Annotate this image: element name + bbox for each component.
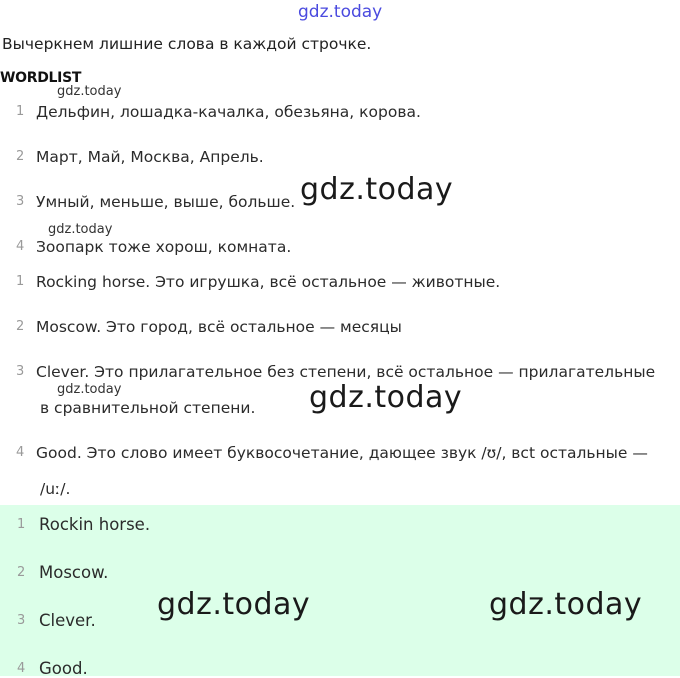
item-number: 2 (16, 319, 25, 334)
watermark: gdz.today (57, 382, 122, 397)
explanation-text: Rocking horse. Это игрушка, всё остальное — животные. (36, 273, 501, 291)
item-number: 2 (16, 149, 25, 164)
answer-text: Clever. (39, 611, 96, 630)
answer-text: Good. (39, 659, 88, 678)
explanation-text: Moscow. Это город, всё остальное — месяцы (36, 318, 402, 336)
item-number: 3 (16, 194, 25, 209)
item-number: 4 (16, 445, 25, 460)
item-number: 1 (17, 517, 26, 532)
watermark: gdz.today (57, 84, 122, 99)
explanation-text: Clever. Это прилагательное без степени, всё остальное — прилагательные (36, 363, 656, 381)
item-number: 1 (16, 104, 25, 119)
explanation-text-continued: /uː/. (40, 480, 71, 498)
watermark-top: gdz.today (298, 2, 383, 22)
watermark: gdz.today (489, 587, 643, 622)
item-number: 4 (17, 661, 26, 676)
explanation-text: Good. Это слово имеет буквосочетание, дающее звук /ʊ/, всt остальные — (36, 444, 648, 462)
watermark: gdz.today (157, 587, 311, 622)
item-text: Март, Май, Москва, Апрель. (36, 148, 264, 166)
item-text: Зоопарк тоже хорош, комната. (36, 238, 292, 256)
watermark: gdz.today (309, 380, 463, 415)
item-text: Дельфин, лошадка-качалка, обезьяна, корова. (36, 103, 421, 121)
item-number: 3 (16, 364, 25, 379)
instruction-text: Вычеркнем лишние слова в каждой строчке. (2, 35, 372, 53)
answer-block (0, 505, 680, 676)
item-number: 1 (16, 274, 25, 289)
item-number: 2 (17, 565, 26, 580)
explanation-text-continued: в сравнительной степени. (40, 399, 256, 417)
answer-text: Rockin horse. (39, 515, 151, 534)
watermark: gdz.today (300, 172, 454, 207)
answer-text: Moscow. (39, 563, 109, 582)
item-text: Умный, меньше, выше, больше. (36, 193, 296, 211)
section-title: WORDLIST (0, 70, 82, 86)
watermark: gdz.today (48, 222, 113, 237)
item-number: 4 (16, 239, 25, 254)
item-number: 3 (17, 613, 26, 628)
